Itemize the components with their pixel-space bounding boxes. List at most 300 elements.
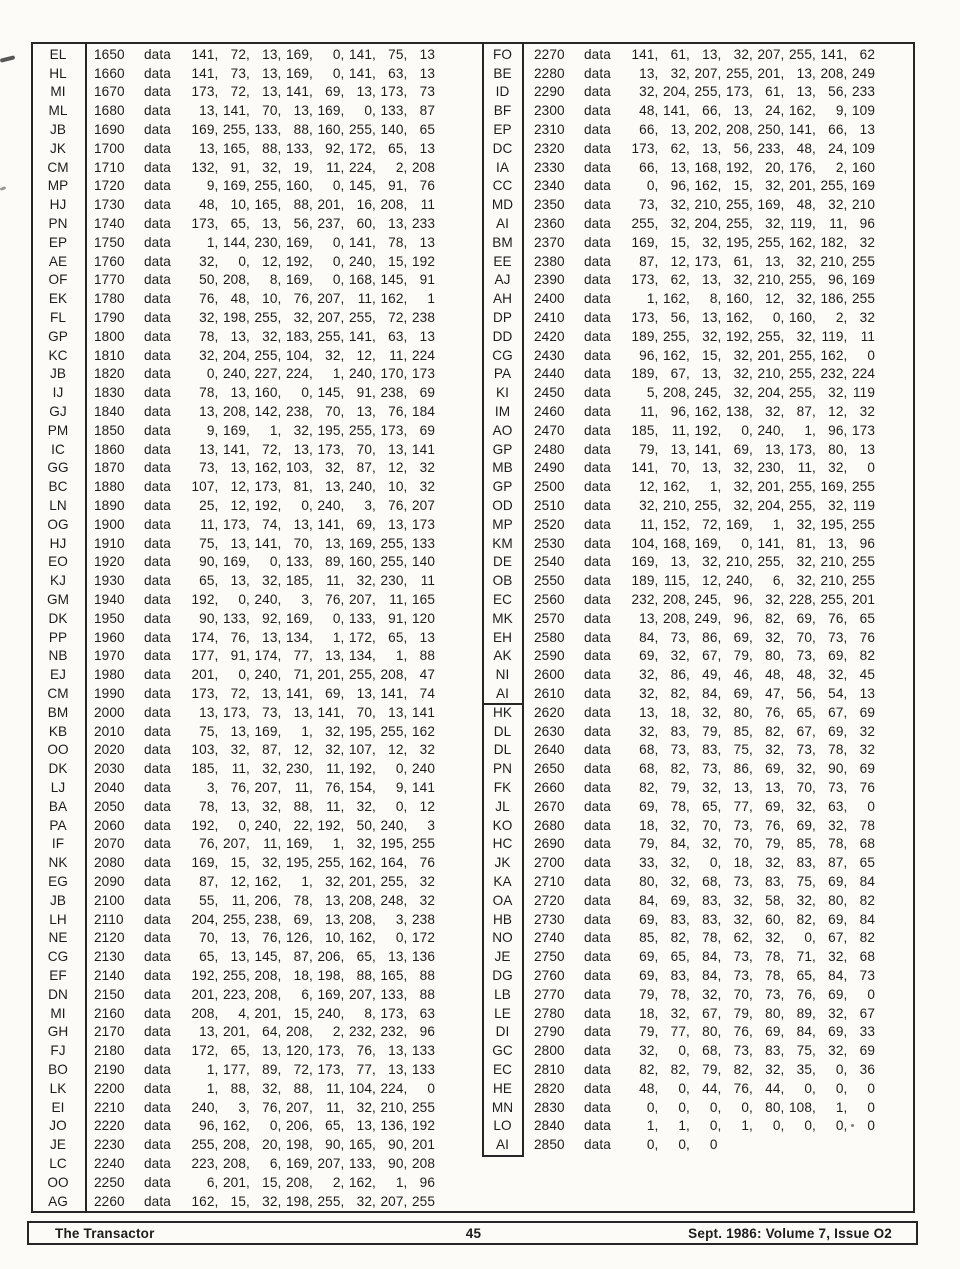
comma-separator: ,	[749, 366, 753, 382]
line-number: 2510	[534, 498, 565, 514]
data-value-field	[786, 366, 818, 381]
line-number: 2250	[94, 1174, 125, 1190]
data-value-field	[314, 442, 346, 457]
checksum-code: EL	[49, 46, 67, 62]
checksum-code: IM	[494, 404, 511, 420]
comma-separator: ,	[214, 930, 219, 946]
comma-separator: ,	[717, 573, 722, 589]
comma-separator: ,	[654, 216, 659, 232]
comma-separator: ,	[246, 761, 250, 777]
data-value: 82	[765, 610, 781, 626]
data-value: 145	[317, 385, 341, 401]
checksum-code: IJ	[52, 385, 64, 401]
data-value-field	[346, 272, 378, 287]
comma-separator: ,	[309, 1005, 313, 1021]
data-value-field	[849, 987, 881, 1002]
comma-separator: ,	[654, 347, 659, 363]
data-value-field	[188, 855, 220, 870]
data-value-field	[786, 818, 818, 833]
basic-keyword: data	[584, 1118, 611, 1134]
data-value: 13	[639, 610, 655, 626]
comma-separator: ,	[780, 460, 785, 476]
data-value: 11	[231, 761, 246, 777]
data-value: 72	[230, 685, 246, 701]
data-value-field	[660, 348, 692, 363]
comma-separator: ,	[372, 967, 376, 983]
data-value-field	[377, 724, 409, 739]
data-value: 32	[356, 1193, 372, 1209]
comma-separator: ,	[717, 516, 722, 532]
comma-separator: ,	[246, 422, 250, 438]
data-value-field	[251, 254, 283, 269]
data-value-field	[660, 404, 692, 419]
data-value: 12	[230, 873, 246, 889]
data-value-field	[283, 855, 315, 870]
data-value-field	[691, 799, 723, 814]
data-value: 141	[789, 122, 812, 138]
data-value-field	[628, 442, 660, 457]
data-value: 227	[254, 366, 278, 382]
data-value: 185	[191, 761, 215, 777]
data-value-field	[660, 103, 692, 118]
data-value: 168	[694, 159, 718, 175]
data-value: 0	[835, 1080, 844, 1096]
basic-keyword: data	[584, 159, 611, 175]
comma-separator: ,	[340, 178, 345, 194]
basic-keyword: data	[144, 1024, 171, 1040]
comma-separator: ,	[686, 723, 690, 739]
comma-separator: ,	[372, 836, 376, 852]
data-value: 255	[852, 516, 875, 532]
comma-separator: ,	[309, 422, 313, 438]
comma-separator: ,	[686, 911, 690, 927]
data-value-field	[220, 442, 252, 457]
data-value: 48	[796, 197, 812, 213]
data-value: 32	[639, 723, 655, 739]
checksum-code: DK	[48, 610, 68, 626]
data-value-field	[188, 272, 220, 287]
comma-separator: ,	[372, 742, 376, 758]
data-value: 245	[694, 592, 718, 607]
data-value-field	[754, 1024, 786, 1039]
data-value-field	[754, 836, 786, 851]
data-value: 32	[765, 1061, 781, 1077]
data-value: 13	[293, 704, 309, 720]
line-number: 2620	[534, 704, 565, 720]
data-value: 65	[356, 949, 372, 965]
comma-separator: ,	[309, 216, 313, 232]
data-value-field	[409, 761, 441, 776]
data-value-field	[314, 329, 346, 344]
line-number: 1750	[94, 234, 125, 250]
comma-separator: ,	[686, 385, 690, 401]
line-number: 1840	[94, 404, 125, 420]
comma-separator: ,	[843, 554, 848, 570]
data-value-field	[660, 1137, 692, 1152]
comma-separator: ,	[309, 573, 313, 589]
data-value-field	[628, 742, 660, 757]
comma-separator: ,	[214, 140, 219, 156]
data-value: 1	[678, 1118, 686, 1134]
data-value: 189	[631, 366, 655, 382]
data-value-field	[409, 216, 441, 231]
checksum-code: GH	[47, 1024, 69, 1040]
comma-separator	[875, 1118, 880, 1133]
comma-separator: ,	[403, 366, 408, 382]
comma-separator: ,	[372, 1174, 376, 1190]
data-value-field	[377, 968, 409, 983]
listing-row	[482, 365, 884, 384]
data-value-field	[660, 836, 692, 851]
data-value-field	[346, 385, 378, 400]
data-value-field	[251, 799, 283, 814]
comma-separator: ,	[780, 46, 785, 62]
comma-separator: ,	[812, 234, 816, 250]
comma-separator	[435, 667, 440, 682]
data-value: 84	[702, 949, 718, 965]
comma-separator: ,	[686, 535, 690, 551]
checksum-code: AI	[495, 685, 510, 701]
listing-row	[31, 421, 455, 440]
data-value-field	[377, 498, 409, 513]
comma-separator: ,	[277, 253, 282, 269]
data-value-field	[849, 517, 881, 532]
comma-separator: ,	[277, 817, 282, 833]
data-value: 32	[356, 1099, 372, 1115]
data-value: 69	[639, 798, 655, 814]
comma-separator: ,	[214, 103, 219, 119]
basic-keyword: data	[584, 1137, 611, 1153]
data-value: 245	[694, 385, 718, 401]
data-value-field	[660, 366, 692, 381]
data-value-field	[817, 216, 849, 231]
comma-separator: ,	[717, 441, 722, 457]
listing-row	[31, 966, 455, 985]
comma-separator: ,	[214, 685, 219, 701]
data-value: 65	[670, 949, 686, 965]
data-value: 162	[254, 460, 278, 476]
data-value: 13	[293, 516, 309, 532]
comma-separator: ,	[309, 667, 313, 683]
data-value: 69	[859, 704, 875, 720]
comma-separator: ,	[214, 761, 219, 777]
data-value: 0	[301, 385, 309, 401]
line-number: 2470	[534, 422, 565, 438]
data-value: 172	[349, 140, 372, 156]
comma-separator: ,	[749, 178, 753, 194]
data-value-field	[660, 329, 692, 344]
data-value: 78	[828, 836, 844, 852]
data-value: 255	[631, 216, 655, 232]
comma-separator: ,	[214, 65, 219, 81]
data-value: 208	[726, 122, 749, 138]
data-value-field	[188, 949, 220, 964]
data-value: 142	[254, 404, 278, 420]
data-value: 1	[332, 366, 341, 382]
data-value-field	[754, 141, 786, 156]
data-value-field	[283, 874, 315, 889]
data-value-field	[754, 216, 786, 231]
basic-keyword: data	[144, 140, 171, 156]
data-value-field	[849, 291, 881, 306]
data-value: 170	[380, 366, 404, 382]
listing-row	[482, 966, 884, 985]
data-value: 1	[206, 1061, 215, 1077]
comma-separator: ,	[812, 648, 816, 664]
line-number: 2810	[534, 1061, 565, 1077]
data-value: 240	[757, 422, 781, 438]
data-value: 13	[325, 892, 341, 908]
data-value: 13	[639, 704, 655, 720]
data-value-field	[188, 442, 220, 457]
data-value: 160	[726, 291, 749, 307]
comma-separator	[435, 573, 440, 588]
data-value-field	[251, 611, 283, 626]
data-value-field	[817, 912, 849, 927]
comma-separator: ,	[340, 291, 345, 307]
data-value-field	[817, 442, 849, 457]
data-value-field	[409, 949, 441, 964]
comma-separator: ,	[340, 366, 345, 382]
listing-row	[482, 910, 884, 929]
data-value-field	[723, 611, 755, 626]
data-value: 204	[694, 216, 718, 232]
data-value: 13	[262, 685, 278, 701]
data-value-field	[251, 780, 283, 795]
comma-separator: ,	[717, 1043, 722, 1059]
data-value-field	[723, 141, 755, 156]
basic-keyword: data	[584, 592, 611, 607]
listing-row	[482, 515, 884, 534]
data-value: 20	[262, 1137, 278, 1153]
data-value-field	[377, 329, 409, 344]
comma-separator	[875, 310, 880, 325]
data-value-field	[691, 536, 723, 551]
comma-separator: ,	[686, 629, 690, 645]
data-value: 173	[191, 84, 215, 100]
listing-row	[482, 853, 884, 872]
data-value-field	[628, 1137, 660, 1152]
comma-separator: ,	[277, 328, 282, 344]
comma-separator	[435, 761, 440, 776]
data-value: 255	[254, 178, 278, 194]
comma-separator: ,	[717, 366, 722, 382]
data-value: 48	[639, 103, 655, 119]
comma-separator: ,	[277, 1099, 282, 1115]
data-value-field	[188, 1062, 220, 1077]
comma-separator: ,	[654, 328, 659, 344]
data-value-field	[723, 460, 755, 475]
checksum-code: PA	[49, 817, 67, 833]
data-value: 207	[380, 1193, 404, 1209]
data-value: 192	[286, 253, 309, 269]
data-value-field	[346, 1100, 378, 1115]
comma-separator: ,	[340, 84, 345, 100]
listing-row	[482, 308, 884, 327]
basic-keyword: data	[584, 441, 611, 457]
comma-separator: ,	[246, 723, 250, 739]
data-value-field	[723, 1062, 755, 1077]
comma-separator: ,	[717, 159, 722, 175]
data-value: 141	[412, 441, 435, 457]
data-value-field	[188, 912, 220, 927]
comma-separator: ,	[246, 592, 250, 607]
data-value: 44	[702, 1080, 718, 1096]
data-value: 84	[702, 685, 718, 701]
comma-separator	[875, 423, 880, 438]
line-number: 1940	[94, 592, 125, 607]
data-value: 73	[262, 704, 278, 720]
comma-separator	[435, 818, 440, 833]
data-value: 206	[254, 892, 278, 908]
data-value: 66	[828, 122, 844, 138]
comma-separator: ,	[309, 554, 313, 570]
comma-separator: ,	[277, 1080, 282, 1096]
basic-keyword: data	[584, 103, 611, 119]
basic-keyword: data	[584, 1005, 611, 1021]
data-value: 10	[325, 930, 341, 946]
data-value: 208	[254, 986, 278, 1002]
listing-row	[482, 1022, 884, 1041]
data-value: 204	[663, 84, 686, 100]
comma-separator: ,	[812, 949, 816, 965]
data-value: 198	[223, 310, 246, 326]
data-value-field	[660, 254, 692, 269]
data-value-field	[691, 160, 723, 175]
data-value: 0	[332, 610, 341, 626]
data-value: 206	[317, 949, 341, 965]
data-value-field	[188, 216, 220, 231]
data-value-field	[283, 310, 315, 325]
data-value: 65	[230, 216, 246, 232]
comma-separator: ,	[246, 140, 250, 156]
data-value-field	[849, 686, 881, 701]
comma-separator: ,	[309, 930, 313, 946]
data-value: 3	[427, 817, 435, 833]
data-value: 73	[796, 742, 812, 758]
data-value-field	[817, 1118, 849, 1133]
data-value: 133	[349, 610, 372, 626]
data-value: 78	[199, 798, 215, 814]
comma-separator: ,	[717, 46, 722, 62]
comma-separator: ,	[812, 911, 816, 927]
comma-separator: ,	[717, 422, 722, 438]
comma-separator: ,	[654, 554, 659, 570]
data-value: 82	[670, 930, 686, 946]
data-value-field	[188, 141, 220, 156]
comma-separator: ,	[843, 441, 848, 457]
comma-separator: ,	[372, 1099, 376, 1115]
data-value: 11	[860, 328, 875, 344]
data-value-field	[188, 385, 220, 400]
line-number: 1860	[94, 441, 125, 457]
data-value: 240	[191, 1099, 215, 1115]
listing-row	[482, 402, 884, 421]
comma-separator: ,	[843, 328, 848, 344]
comma-separator: ,	[843, 460, 848, 476]
data-value-field	[283, 1006, 315, 1021]
data-value: 61	[765, 84, 781, 100]
comma-separator: ,	[749, 272, 753, 288]
data-value: 182	[820, 234, 844, 250]
data-value: 173	[631, 272, 655, 288]
data-value: 248	[380, 892, 404, 908]
data-value: 16	[356, 197, 372, 213]
data-value-field	[251, 949, 283, 964]
data-value-field	[188, 1156, 220, 1171]
line-number: 1780	[94, 291, 125, 307]
data-value-field	[786, 780, 818, 795]
data-value-field	[849, 235, 881, 250]
basic-keyword: data	[144, 291, 171, 307]
comma-separator: ,	[277, 1061, 282, 1077]
data-value: 13	[356, 84, 372, 100]
checksum-code: PM	[47, 422, 69, 438]
data-value: 141	[412, 704, 435, 720]
data-value-field	[283, 1137, 315, 1152]
comma-separator: ,	[812, 1099, 816, 1115]
data-value: 62	[733, 930, 749, 946]
data-value: 0	[709, 1099, 718, 1115]
data-value: 0	[206, 366, 215, 382]
data-value: 208	[286, 1174, 309, 1190]
data-value: 0	[867, 1118, 875, 1134]
data-value: 164	[380, 855, 404, 871]
data-value-field	[251, 460, 283, 475]
comma-separator: ,	[717, 610, 722, 626]
data-value: 96	[639, 347, 655, 363]
data-value-field	[723, 442, 755, 457]
basic-keyword: data	[584, 404, 611, 420]
data-value: 82	[796, 911, 812, 927]
comma-separator: ,	[277, 234, 282, 250]
data-value-field	[409, 103, 441, 118]
basic-keyword: data	[144, 347, 171, 363]
comma-separator: ,	[277, 516, 282, 532]
data-value-field	[817, 291, 849, 306]
data-value: 72	[262, 441, 278, 457]
data-value-field	[188, 780, 220, 795]
data-value: 195	[726, 234, 749, 250]
data-value: 69	[796, 817, 812, 833]
comma-separator	[435, 1156, 440, 1171]
data-value-field	[409, 385, 441, 400]
data-value-field	[817, 836, 849, 851]
comma-separator	[875, 949, 880, 964]
comma-separator: ,	[812, 498, 816, 514]
checksum-code: GJ	[49, 404, 67, 420]
data-value: 233	[757, 140, 781, 156]
basic-keyword: data	[144, 667, 171, 683]
data-value-field	[188, 1118, 220, 1133]
comma-separator: ,	[246, 573, 250, 589]
data-value-field	[754, 780, 786, 795]
comma-separator: ,	[812, 798, 816, 814]
comma-separator: ,	[372, 1193, 376, 1209]
data-value-field	[754, 310, 786, 325]
checksum-code: DP	[492, 310, 513, 326]
data-value: 11	[389, 347, 404, 363]
comma-separator: ,	[717, 347, 722, 363]
data-value-field	[786, 216, 818, 231]
comma-separator: ,	[372, 197, 376, 213]
comma-separator: ,	[686, 836, 690, 852]
listing-row	[31, 139, 455, 158]
data-value: 0	[804, 1080, 812, 1096]
checksum-code: ID	[495, 84, 510, 100]
comma-separator: ,	[780, 498, 785, 514]
data-value-field	[251, 1043, 283, 1058]
